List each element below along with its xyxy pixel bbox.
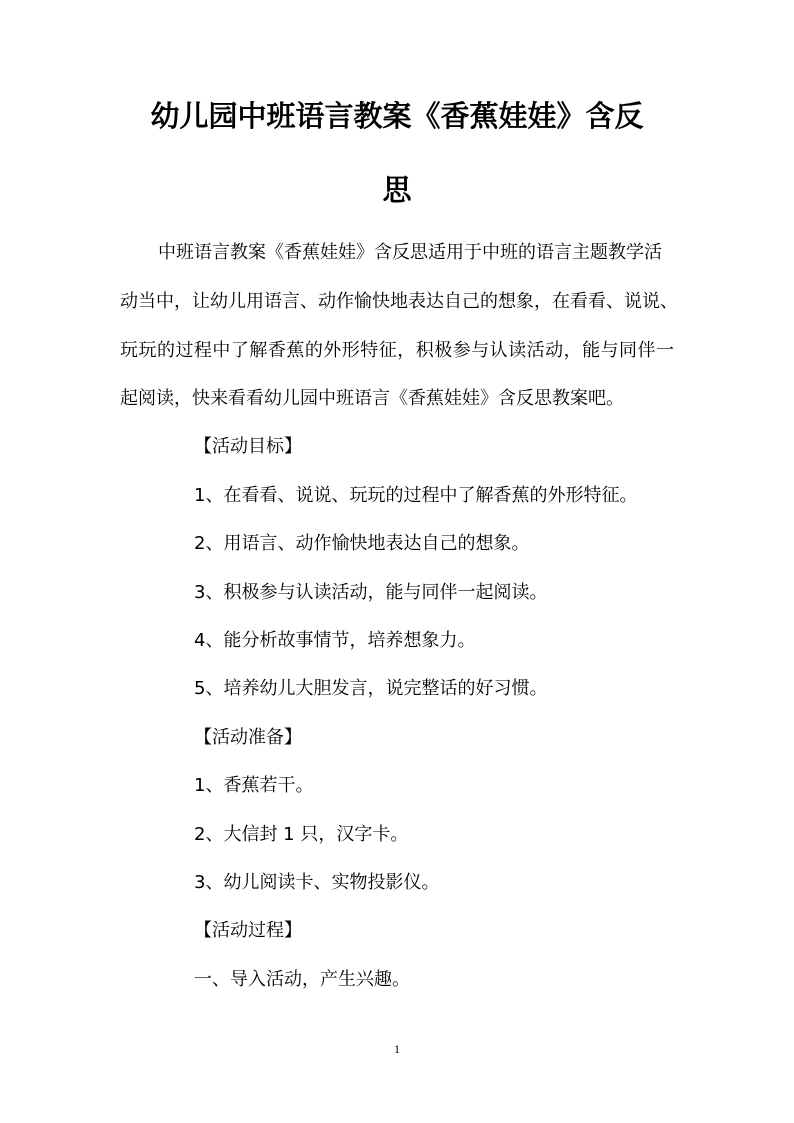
page-number: 1 [394,1042,400,1056]
section-heading-goals: 【活动目标】 [194,436,302,457]
intro-line: 玩玩的过程中了解香蕉的外形特征，积极参与认读活动，能与同伴一 [120,340,674,361]
process-item: 一、导入活动，产生兴趣。 [194,969,410,990]
preparation-item: 3、幼儿阅读卡、实物投影仪。 [194,872,440,893]
preparation-item: 1、香蕉若干。 [194,775,314,796]
section-heading-process: 【活动过程】 [194,920,302,941]
document-title-line-1: 幼儿园中班语言教案《香蕉娃娃》含反 [150,99,644,133]
goal-item: 2、用语言、动作愉快地表达自己的想象。 [194,533,530,554]
goal-item: 4、能分析故事情节，培养想象力。 [194,630,476,651]
goal-item: 3、积极参与认读活动，能与同伴一起阅读。 [194,582,548,603]
preparation-item: 2、大信封 1 只，汉字卡。 [194,824,409,845]
intro-line: 起阅读，快来看看幼儿园中班语言《香蕉娃娃》含反思教案吧。 [120,388,624,409]
goal-item: 1、在看看、说说、玩玩的过程中了解香蕉的外形特征。 [194,485,638,506]
document-title-line-2: 思 [382,173,412,207]
intro-line: 动当中，让幼儿用语言、动作愉快地表达自己的想象，在看看、说说、 [120,291,678,312]
section-heading-preparation: 【活动准备】 [194,727,302,748]
intro-line: 中班语言教案《香蕉娃娃》含反思适用于中班的语言主题教学活 [158,242,662,263]
goal-item: 5、培养幼儿大胆发言，说完整话的好习惯。 [194,678,548,699]
